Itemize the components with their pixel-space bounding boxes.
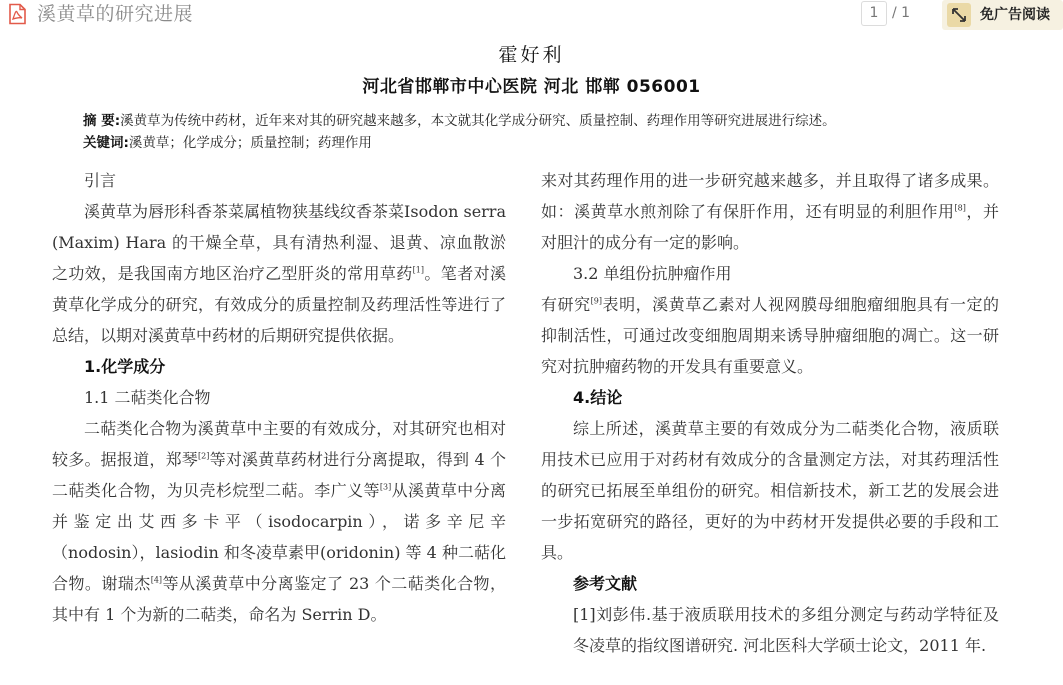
document-title: 溪黄草的研究进展 — [37, 3, 194, 25]
keywords-text: 溪黄草；化学成分；质量控制；药理作用 — [128, 135, 372, 151]
reference-1: [1]刘彭伟.基于液质联用技术的多组分测定与药动学特征及冬凌草的指纹图谱研究. 河北医科大学硕士论文，2011 年. — [573, 605, 999, 655]
references-heading: 参考文献 — [573, 574, 638, 593]
diterpene-text-c: 从溪黄草中分离并鉴定出艾西多卡平（isodocarpin），诺多辛尼辛（nodosin），lasiodin 和冬凌草素甲(oridonin) 等 4 种二萜化合物。谢瑞杰 — [52, 481, 506, 593]
section-3-2-heading: 3.2 单组份抗肿瘤作用 — [573, 264, 732, 283]
antitumor-text-a: 有研究 — [541, 295, 591, 314]
right-column — [541, 165, 999, 661]
ad-free-reading-button[interactable] — [942, 0, 1063, 30]
pdf-file-icon — [6, 3, 28, 25]
section-1-heading: 1.化学成分 — [84, 357, 166, 376]
viewer-toolbar — [0, 0, 1063, 30]
antitumor-text-b: 表明，溪黄草乙素对人视网膜母细胞瘤细胞具有一定的抑制活性，可通过改变细胞周期来诱导肿瘤细胞的凋亡。这一研究对抗肿瘤药物的开发具有重要意义。 — [541, 295, 999, 376]
citation-4: [4] — [150, 575, 163, 585]
citation-3: [3] — [379, 482, 392, 492]
pharmacology-paragraph — [541, 165, 999, 258]
citation-8: [8] — [954, 203, 966, 213]
pharmacology-text-b: ，并对胆汁的成分有一定的影响。 — [541, 202, 999, 252]
section-4-heading: 4.结论 — [573, 388, 623, 407]
diterpene-paragraph — [52, 413, 506, 630]
keywords-label: 关键词: — [83, 135, 129, 151]
pharmacology-text-a: 来对其药理作用的进一步研究越来越多，并且取得了诸多成果。如：溪黄草水煎剂除了有保肝作用，还有明显的利胆作用 — [541, 171, 999, 221]
intro-paragraph — [52, 196, 506, 351]
abstract-text: 溪黄草为传统中药材，近年来对其的研究越来越多，本文就其化学成分研究、质量控制、药理作用等研究进展进行综述。 — [120, 113, 836, 129]
antitumor-paragraph — [541, 289, 999, 382]
intro-heading: 引言 — [84, 171, 117, 190]
diterpene-text-d: 等从溪黄草中分离鉴定了 23 个二萜类化合物，其中有 1 个为新的二萜类，命名为 Serrin D。 — [52, 574, 506, 624]
abstract-label: 摘 要: — [83, 113, 121, 129]
author-name: 霍好利 — [498, 44, 565, 66]
left-column — [52, 165, 506, 630]
citation-2: [2] — [198, 451, 210, 461]
current-page-input[interactable]: 1 — [861, 1, 887, 26]
diterpene-text-b: 等对溪黄草药材进行分离提取，得到 4 个二萜类化合物，为贝壳杉烷型二萜。李广义等 — [52, 450, 506, 500]
ad-free-label: 免广告阅读 — [980, 7, 1050, 23]
author-affiliation: 河北省邯郸市中心医院 河北 邯郸 056001 — [362, 77, 701, 97]
abstract — [83, 110, 998, 132]
keywords — [83, 132, 998, 154]
citation-9: [9] — [590, 296, 602, 306]
intro-text-tail: 。笔者对溪黄草化学成分的研究，有效成分的质量控制及药理活性等进行了总结，以期对溪黄草中药材的后期研究提供依据。 — [52, 264, 506, 345]
expand-arrows-icon — [947, 3, 971, 27]
page-total: / 1 — [892, 5, 911, 21]
citation-1: [1] — [412, 265, 425, 275]
conclusion-paragraph: 综上所述，溪黄草主要的有效成分为二萜类化合物，液质联用技术已应用于对药材有效成分的含量测定方法，对其药理活性的研究已拓展至单组份的研究。相信新技术，新工艺的发展会进一步拓宽研究的路径，更好的为中药材开发提供必要的手段和工具。 — [541, 419, 999, 562]
intro-text: 溪黄草为唇形科香茶菜属植物狭基线纹香茶菜Isodon serra (Maxim) Hara 的干燥全草，具有清热利湿、退黄、凉血散淤之功效，是我国南方地区治疗乙型肝炎的常用草药 — [52, 202, 506, 283]
diterpene-text-a: 二萜类化合物为溪黄草中主要的有效成分，对其研究也相对较多。据报道，郑琴 — [52, 419, 506, 469]
section-1-1-heading: 1.1 二萜类化合物 — [84, 388, 211, 407]
